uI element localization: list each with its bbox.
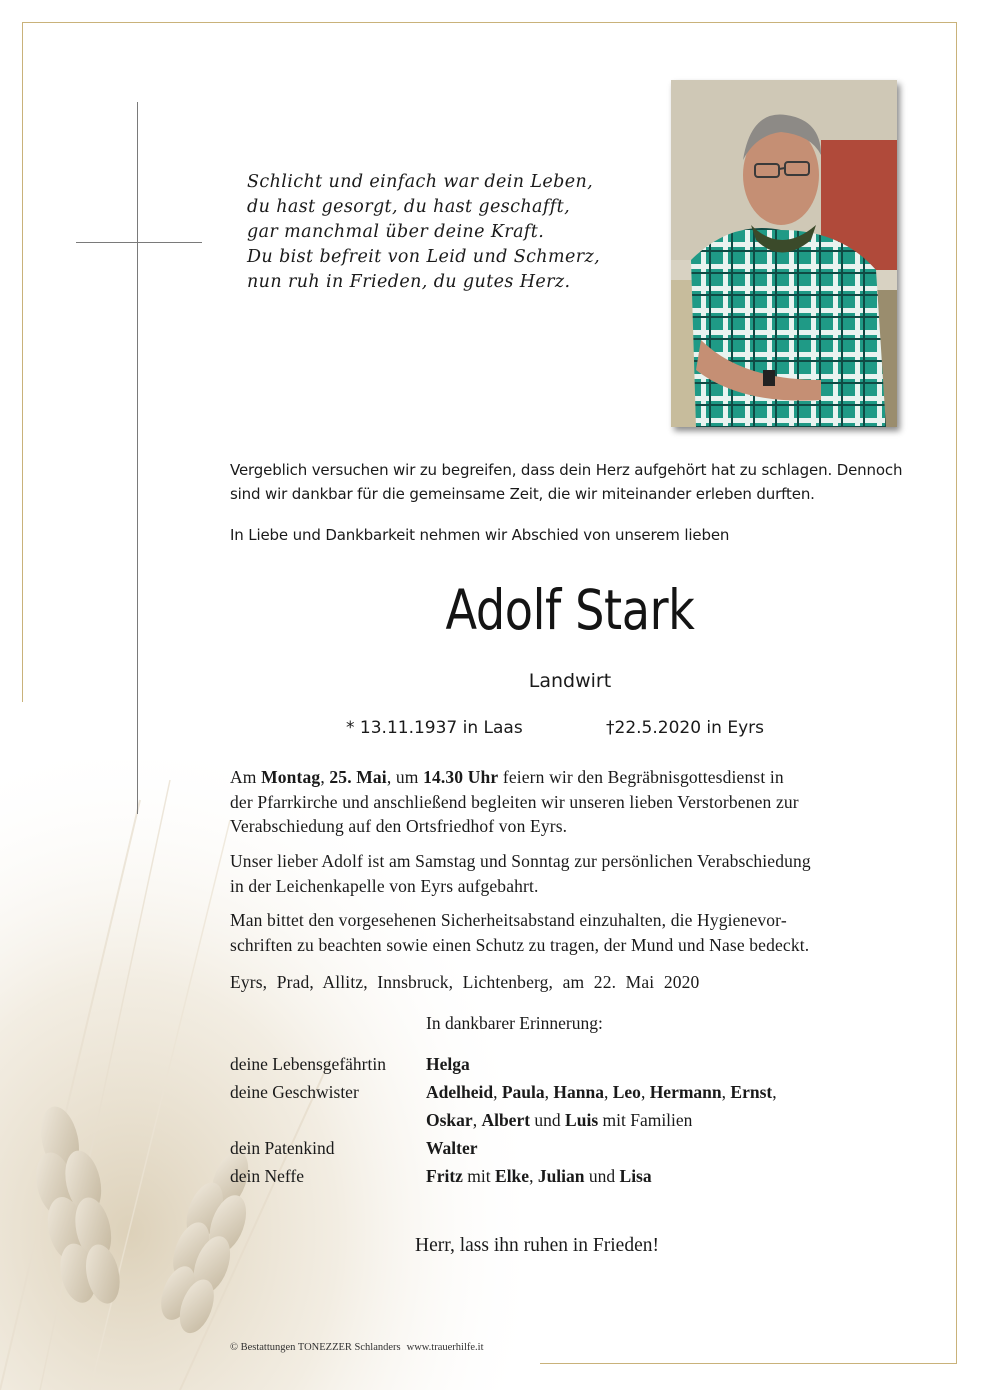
footer-credit	[230, 1342, 483, 1353]
intro-paragraph	[230, 458, 920, 506]
cross-horizontal-line	[76, 242, 202, 243]
poem-line: gar manchmal über deine Kraft.	[247, 222, 545, 242]
separator: ,	[472, 1110, 482, 1130]
poem-line: du hast gesorgt, du hast geschafft,	[247, 197, 571, 217]
survivor-name: Walter	[426, 1138, 478, 1158]
separator: ,	[603, 1082, 613, 1102]
separator: ,	[544, 1082, 554, 1102]
text-rest: feiern wir den Begräbnisgottesdienst in	[502, 767, 784, 787]
survivor-name: Hanna	[553, 1082, 604, 1102]
funeral-line: der Pfarrkirche und anschließend begleiten wir unseren lieben Verstorbenen zur	[230, 791, 799, 812]
deceased-name: Adolf Stark	[445, 578, 695, 642]
separator: ,	[529, 1166, 538, 1186]
relation-label: deine Lebensgefährtin	[230, 1054, 386, 1074]
survivor-name: Hermann	[649, 1082, 722, 1102]
survivor-name: Helga	[426, 1054, 470, 1074]
separator: und	[530, 1110, 566, 1130]
survivor-name: Paula	[501, 1082, 545, 1102]
funeral-line	[230, 765, 910, 790]
closing-text: Herr, lass ihn ruhen in Frieden!	[415, 1235, 659, 1256]
separator: mit Familien	[598, 1110, 693, 1130]
relation-names	[426, 1050, 470, 1078]
deceased-profession: Landwirt	[528, 670, 612, 692]
viewing-line: in der Leichenkapelle von Eyrs aufgebahrt.	[230, 875, 539, 896]
place-and-date: Eyrs, Prad, Allitz, Innsbruck, Lichtenberg, am 22. Mai 2020	[230, 972, 700, 992]
relation-label: dein Neffe	[230, 1166, 305, 1186]
survivor-name: Elke	[495, 1166, 530, 1186]
safety-line: schriften zu beachten sowie einen Schutz zu tragen, der Mund und Nase bedeckt.	[230, 934, 810, 955]
survivor-name: Albert	[481, 1110, 531, 1130]
survivor-name: Julian	[537, 1166, 585, 1186]
survivor-name: Ernst	[730, 1082, 773, 1102]
frame-bottom-line	[540, 1363, 957, 1364]
separator: ,	[772, 1082, 777, 1102]
text-um: , um	[386, 767, 419, 787]
funeral-time: 14.30 Uhr	[423, 767, 499, 787]
poem-line: nun ruh in Frieden, du gutes Herz.	[247, 272, 571, 292]
relation-names	[426, 1162, 652, 1190]
footer-company: © Bestattungen TONEZZER Schlanders	[230, 1342, 401, 1353]
intro-line: sind wir dankbar für die gemeinsame Zeit, die wir miteinander erleben durften.	[230, 485, 815, 503]
funeral-date: 25. Mai	[329, 767, 387, 787]
separator: ,	[640, 1082, 650, 1102]
separator: ,	[493, 1082, 502, 1102]
poem-line: Du bist befreit von Leid und Schmerz,	[247, 247, 601, 267]
frame-top-line	[22, 22, 957, 23]
birth-info: * 13.11.1937 in Laas	[346, 718, 523, 738]
separator: und	[584, 1166, 620, 1186]
relation-label: deine Geschwister	[230, 1082, 359, 1102]
farewell-line: In Liebe und Dankbarkeit nehmen wir Abschied von unserem lieben	[230, 526, 730, 544]
separator: mit	[462, 1166, 496, 1186]
relation-names	[426, 1106, 692, 1134]
survivor-name: Luis	[565, 1110, 599, 1130]
gratitude-heading: In dankbarer Erinnerung:	[426, 1013, 603, 1033]
intro-line: Vergeblich versuchen wir zu begreifen, dass dein Herz aufgehört hat zu schlagen. Dennoch	[230, 461, 903, 479]
funeral-day: Montag	[261, 767, 321, 787]
closing-prayer	[230, 1233, 850, 1259]
relation-label: dein Patenkind	[230, 1138, 335, 1158]
death-info: †22.5.2020 in Eyrs	[606, 718, 764, 738]
relation-names	[426, 1134, 478, 1162]
text-am: Am	[230, 767, 257, 787]
survivor-name: Lisa	[619, 1166, 652, 1186]
safety-paragraph	[230, 908, 910, 957]
memorial-poem	[247, 170, 647, 295]
text-comma: ,	[320, 767, 325, 787]
viewing-line: Unser lieber Adolf ist am Samstag und Sonntag zur persönlichen Verabschiedung	[230, 851, 811, 871]
poem-line: Schlicht und einfach war dein Leben,	[247, 172, 594, 192]
survivor-name: Fritz	[426, 1166, 463, 1186]
separator: ,	[721, 1082, 731, 1102]
relation-names	[426, 1078, 777, 1106]
viewing-paragraph	[230, 849, 910, 898]
survivor-name: Oskar	[426, 1110, 473, 1130]
portrait-photo	[671, 80, 897, 427]
survivor-name: Leo	[612, 1082, 641, 1102]
survivor-name: Adelheid	[426, 1082, 494, 1102]
safety-line: Man bittet den vorgesehenen Sicherheitsabstand einzuhalten, die Hygienevor-	[230, 910, 787, 930]
portrait-illustration	[671, 80, 897, 427]
frame-left-line	[22, 22, 23, 702]
funeral-paragraph	[230, 765, 910, 839]
footer-url-link[interactable]: www.trauerhilfe.it	[406, 1342, 484, 1353]
funeral-line: Verabschiedung auf den Ortsfriedhof von Eyrs.	[230, 816, 568, 836]
cross-vertical-line	[137, 102, 138, 814]
frame-right-line	[956, 22, 957, 1364]
